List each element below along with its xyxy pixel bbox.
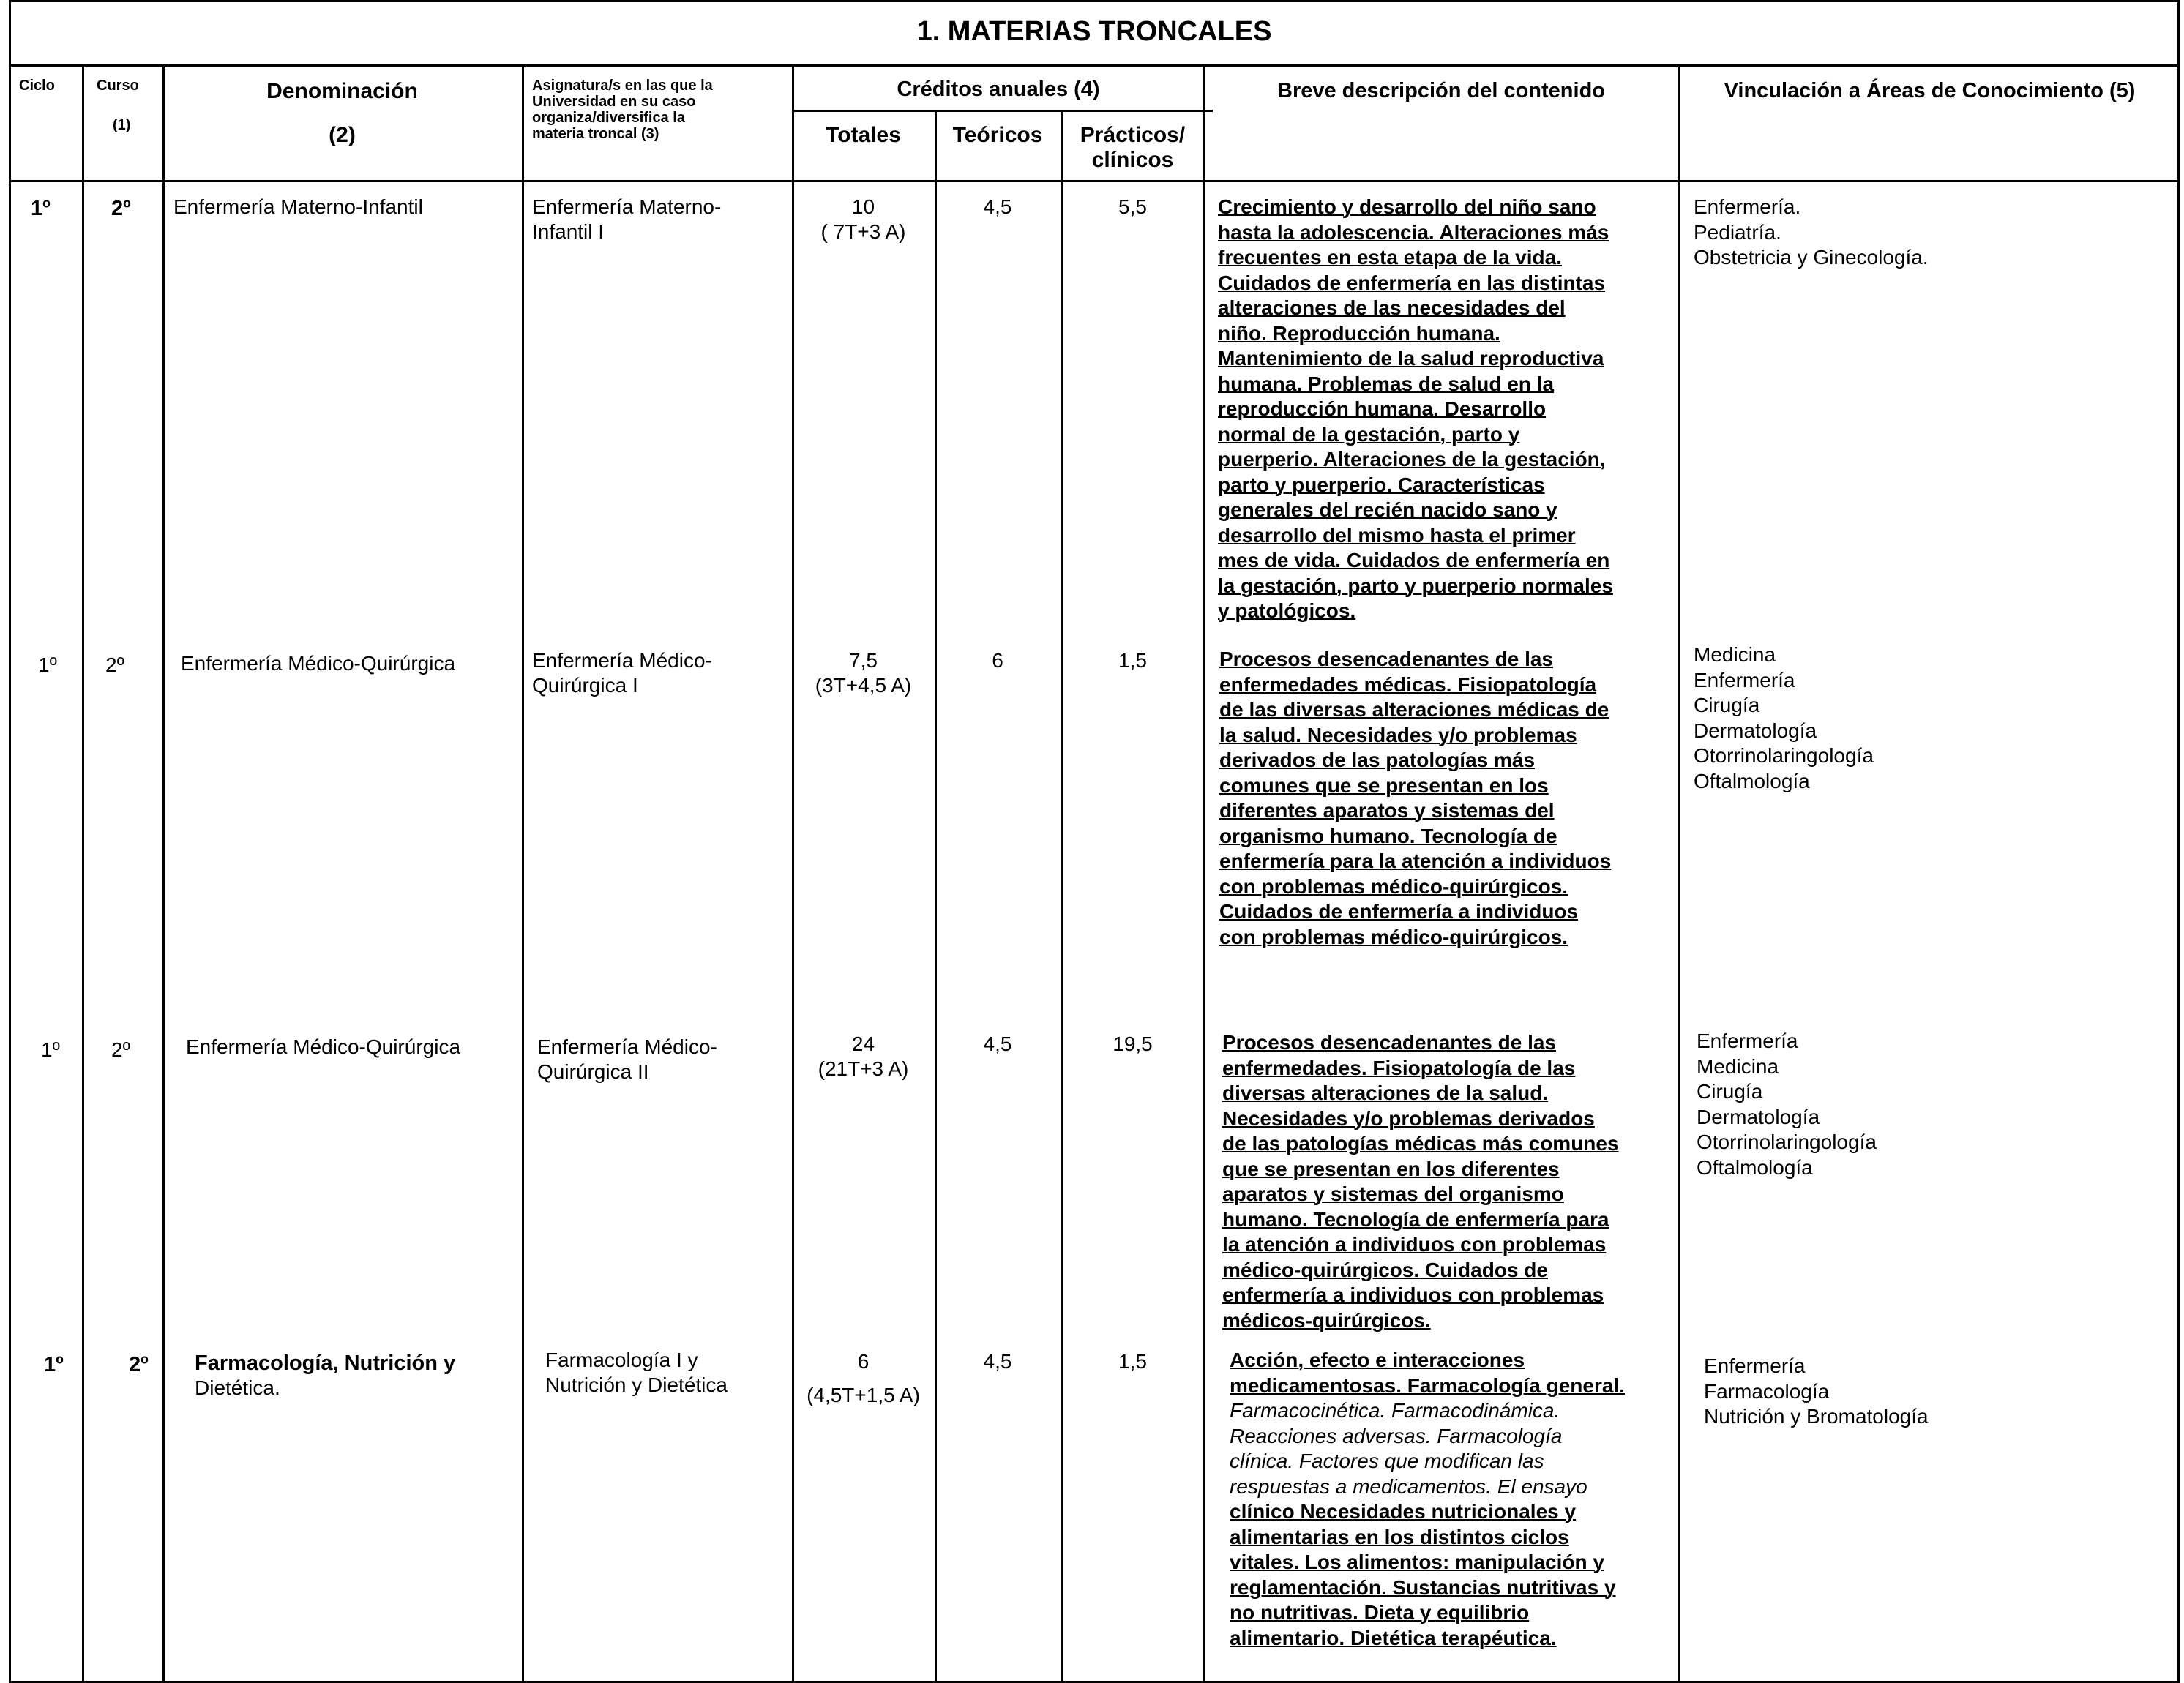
col-divider-curso bbox=[162, 64, 165, 1683]
row-teoricos: 4,5 bbox=[983, 1350, 1012, 1373]
desc-line: enfermería a individuos con problemas bbox=[1222, 1283, 1604, 1306]
desc-line: frecuentes en esta etapa de la vida. bbox=[1218, 246, 1562, 269]
desc-line: alimentarias en los distintos ciclos bbox=[1230, 1525, 1569, 1548]
header-asignatura-line-1: Asignatura/s en las que la bbox=[532, 78, 713, 94]
desc-line: mes de vida. Cuidados de enfermería en bbox=[1218, 549, 1610, 571]
area-item: Otorrinolaringología bbox=[1697, 1131, 1877, 1153]
col-divider-totales bbox=[935, 110, 937, 1683]
row-totales: 24 bbox=[851, 1032, 875, 1055]
area-item: Enfermería. bbox=[1694, 195, 1801, 218]
desc-line: Farmacocinética. Farmacodinámica. bbox=[1230, 1399, 1560, 1422]
desc-line: puerperio. Alteraciones de la gestación, bbox=[1218, 448, 1606, 471]
area-item: Enfermería bbox=[1694, 668, 1795, 691]
area-item: Medicina bbox=[1694, 643, 1776, 666]
row-totales-breakdown: (4,5T+1,5 A) bbox=[807, 1384, 920, 1406]
header-practicos-line-2: clínicos bbox=[1091, 148, 1174, 172]
row-asignatura-line-2: Nutrición y Dietética bbox=[545, 1373, 728, 1396]
row-descripcion bbox=[1230, 1348, 1625, 1651]
area-item: Cirugía bbox=[1694, 694, 1760, 716]
desc-line: Mantenimiento de la salud reproductiva bbox=[1218, 347, 1604, 370]
header-asignatura-line-3: organiza/diversifica la bbox=[532, 110, 685, 126]
desc-line: enfermería para la atención a individuos bbox=[1219, 850, 1612, 872]
area-item: Otorrinolaringología bbox=[1694, 744, 1874, 767]
row-areas bbox=[1704, 1354, 1929, 1430]
header-denominacion-note: (2) bbox=[329, 123, 356, 147]
document-page bbox=[9, 0, 2180, 1673]
desc-line: Crecimiento y desarrollo del niño sano bbox=[1218, 195, 1596, 218]
row-teoricos: 6 bbox=[992, 649, 1003, 672]
header-ciclo: Ciclo bbox=[19, 78, 55, 94]
row-totales-breakdown: (3T+4,5 A) bbox=[815, 674, 912, 697]
col-divider-denominacion bbox=[522, 64, 524, 1683]
header-descripcion: Breve descripción del contenido bbox=[1277, 79, 1605, 102]
header-asignatura-line-4: materia troncal (3) bbox=[532, 126, 659, 142]
row-ciclo: 1º bbox=[41, 1038, 60, 1061]
col-divider-teoricos bbox=[1061, 110, 1063, 1683]
desc-line: con problemas médico-quirúrgicos. bbox=[1219, 874, 1568, 898]
row-ciclo: 1º bbox=[31, 197, 51, 220]
header-bottom-divider bbox=[9, 180, 2180, 182]
header-practicos-line-1: Prácticos/ bbox=[1080, 123, 1186, 147]
desc-line: no nutritivas. Dieta y equilibrio bbox=[1230, 1601, 1530, 1624]
desc-line: la atención a individuos con problemas bbox=[1222, 1233, 1607, 1256]
desc-line: Cuidados de enfermería a individuos bbox=[1219, 900, 1579, 923]
desc-line: normal de la gestación, parto y bbox=[1218, 422, 1520, 446]
desc-line: aparatos y sistemas del organismo bbox=[1222, 1182, 1564, 1205]
desc-line: desarrollo del mismo hasta el primer bbox=[1218, 523, 1576, 547]
row-areas bbox=[1694, 642, 1874, 794]
area-item: Medicina bbox=[1697, 1054, 1779, 1078]
row-totales: 10 bbox=[851, 195, 875, 218]
row-asignatura-line-1: Enfermería Médico- bbox=[532, 649, 712, 672]
header-totales: Totales bbox=[826, 123, 901, 147]
area-item: Nutrición y Bromatología bbox=[1704, 1405, 1929, 1428]
row-curso: 2º bbox=[111, 1038, 130, 1061]
desc-line: humano. Tecnología de enfermería para bbox=[1222, 1207, 1609, 1231]
row-areas bbox=[1694, 195, 1929, 271]
row-asignatura-line-2: Infantil I bbox=[532, 220, 605, 243]
area-item: Enfermería bbox=[1704, 1354, 1806, 1377]
desc-line: alimentario. Dietética terapéutica. bbox=[1230, 1626, 1557, 1649]
col-divider-descripcion bbox=[1678, 64, 1680, 1683]
desc-line: médicos-quirúrgicos. bbox=[1222, 1308, 1431, 1332]
row-descripcion bbox=[1218, 195, 1613, 624]
row-asignatura-line-1: Enfermería Médico- bbox=[537, 1035, 717, 1058]
desc-line: diversas alteraciones de la salud. bbox=[1222, 1082, 1549, 1104]
desc-line: clínica. Factores que modifican las bbox=[1230, 1450, 1544, 1472]
title-divider bbox=[9, 64, 2180, 67]
area-item: Obstetricia y Ginecología. bbox=[1694, 246, 1929, 269]
row-practicos: 19,5 bbox=[1112, 1032, 1153, 1055]
desc-line: hasta la adolescencia. Alteraciones más bbox=[1218, 220, 1609, 244]
row-totales: 6 bbox=[857, 1350, 870, 1373]
header-vinculacion: Vinculación a Áreas de Conocimiento (5) bbox=[1724, 79, 2136, 102]
desc-line: que se presentan en los diferentes bbox=[1222, 1157, 1560, 1180]
row-practicos: 1,5 bbox=[1118, 1350, 1147, 1373]
header-curso-note: (1) bbox=[113, 117, 131, 133]
row-denominacion: Enfermería Médico-Quirúrgica bbox=[186, 1035, 461, 1058]
row-teoricos: 4,5 bbox=[983, 195, 1012, 218]
col-divider-ciclo bbox=[82, 64, 84, 1683]
row-descripcion bbox=[1222, 1030, 1619, 1333]
desc-line: de las diversas alteraciones médicas de bbox=[1219, 698, 1609, 721]
desc-line: con problemas médico-quirúrgicos. bbox=[1219, 925, 1568, 948]
header-teoricos: Teóricos bbox=[952, 123, 1043, 147]
row-asignatura-line-1: Farmacología I y bbox=[545, 1349, 698, 1371]
desc-line: vitales. Los alimentos: manipulación y bbox=[1230, 1551, 1604, 1573]
desc-line: generales del recién nacido sano y bbox=[1218, 498, 1557, 521]
area-item: Farmacología bbox=[1704, 1379, 1830, 1403]
row-denominacion: Enfermería Materno-Infantil bbox=[173, 195, 423, 218]
area-item: Dermatología bbox=[1694, 719, 1817, 742]
row-areas bbox=[1697, 1029, 1877, 1180]
row-practicos: 5,5 bbox=[1118, 195, 1147, 218]
desc-line: medicamentosas. Farmacología general. bbox=[1230, 1373, 1625, 1397]
header-curso: Curso bbox=[97, 78, 139, 94]
desc-line: respuestas a medicamentos. El ensayo bbox=[1230, 1474, 1587, 1498]
desc-line: niño. Reproducción humana. bbox=[1218, 321, 1500, 345]
header-creditos: Créditos anuales (4) bbox=[897, 78, 1100, 101]
row-asignatura-line-1: Enfermería Materno- bbox=[532, 195, 722, 218]
row-denominacion: Enfermería Médico-Quirúrgica bbox=[181, 652, 456, 675]
row-asignatura-line-2: Quirúrgica II bbox=[537, 1060, 649, 1083]
row-asignatura-line-2: Quirúrgica I bbox=[532, 674, 638, 697]
desc-line: y patológicos. bbox=[1218, 599, 1356, 622]
row-denominacion-line-2: Dietética. bbox=[195, 1376, 280, 1399]
desc-line: humana. Problemas de salud en la bbox=[1218, 372, 1555, 395]
creditos-header-divider bbox=[792, 110, 1213, 112]
desc-line: enfermedades. Fisiopatología de las bbox=[1222, 1056, 1576, 1079]
area-item: Oftalmología bbox=[1697, 1155, 1813, 1179]
header-asignatura-line-2: Universidad en su caso bbox=[532, 94, 696, 110]
desc-line: Reacciones adversas. Farmacología bbox=[1230, 1424, 1563, 1447]
area-item: Pediatría. bbox=[1694, 220, 1781, 244]
desc-line: Acción, efecto e interacciones bbox=[1230, 1349, 1525, 1371]
area-item: Cirugía bbox=[1697, 1080, 1763, 1103]
row-ciclo: 1º bbox=[44, 1353, 64, 1376]
row-totales: 7,5 bbox=[849, 649, 878, 672]
desc-line: médico-quirúrgicos. Cuidados de bbox=[1222, 1258, 1548, 1281]
desc-line: organismo humano. Tecnología de bbox=[1219, 824, 1557, 847]
row-curso: 2º bbox=[129, 1353, 149, 1376]
row-curso: 2º bbox=[111, 197, 131, 220]
desc-line: clínico Necesidades nutricionales y bbox=[1230, 1500, 1577, 1523]
desc-line: diferentes aparatos y sistemas del bbox=[1219, 799, 1555, 822]
desc-line: parto y puerperio. Características bbox=[1218, 473, 1545, 496]
desc-line: comunes que se presentan en los bbox=[1219, 773, 1549, 797]
desc-line: la gestación, parto y puerperio normales bbox=[1218, 574, 1613, 597]
col-divider-creditos bbox=[1203, 64, 1205, 1683]
desc-line: reglamentación. Sustancias nutritivas y bbox=[1230, 1575, 1616, 1599]
page-title: 1. MATERIAS TRONCALES bbox=[916, 16, 1272, 47]
row-totales-breakdown: (21T+3 A) bbox=[818, 1057, 909, 1080]
desc-line: Procesos desencadenantes de las bbox=[1219, 648, 1553, 670]
area-item: Dermatología bbox=[1697, 1105, 1820, 1128]
desc-line: Cuidados de enfermería en las distintas bbox=[1218, 271, 1606, 294]
desc-line: derivados de las patologías más bbox=[1219, 749, 1536, 771]
row-descripcion bbox=[1219, 647, 1611, 950]
row-curso: 2º bbox=[105, 653, 124, 676]
row-denominacion-line-1: Farmacología, Nutrición y bbox=[195, 1352, 456, 1375]
desc-line: Necesidades y/o problemas derivados bbox=[1222, 1106, 1595, 1130]
desc-line: alteraciones de las necesidades del bbox=[1218, 296, 1566, 319]
row-ciclo: 1º bbox=[38, 653, 57, 676]
header-denominacion: Denominación bbox=[266, 79, 418, 103]
area-item: Enfermería bbox=[1697, 1030, 1798, 1052]
area-item: Oftalmología bbox=[1694, 769, 1810, 792]
row-practicos: 1,5 bbox=[1118, 649, 1147, 672]
desc-line: reproducción humana. Desarrollo bbox=[1218, 397, 1547, 420]
row-teoricos: 4,5 bbox=[983, 1032, 1012, 1055]
desc-line: enfermedades médicas. Fisiopatología bbox=[1219, 672, 1597, 696]
desc-line: la salud. Necesidades y/o problemas bbox=[1219, 723, 1577, 746]
desc-line: Procesos desencadenantes de las bbox=[1222, 1031, 1556, 1054]
desc-line: de las patologías médicas más comunes bbox=[1222, 1132, 1619, 1155]
row-totales-breakdown: ( 7T+3 A) bbox=[820, 220, 906, 243]
col-divider-asignatura bbox=[792, 64, 794, 1683]
